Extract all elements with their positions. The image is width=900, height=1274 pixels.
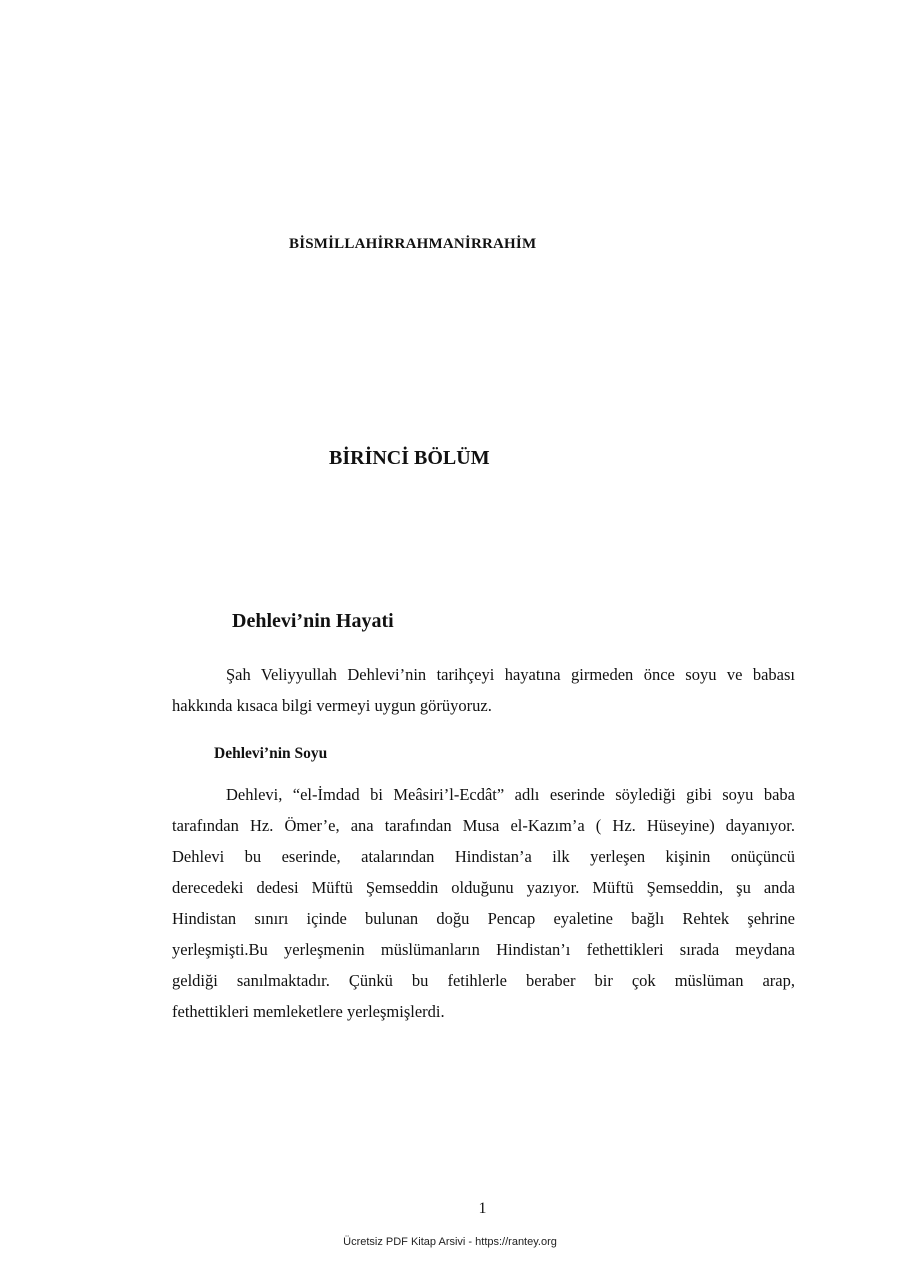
body-line: tarafından Hz. Ömer’e, ana tarafından Musa el-Kazım’a ( Hz. Hüseyine) dayanıyor. <box>172 816 795 835</box>
body-line: derecedeki dedesi Müftü Şemseddin olduğunu yazıyor. Müftü Şemseddin, şu anda <box>172 878 795 897</box>
body-line: Hindistan sınırı içinde bulunan doğu Pencap eyaletine bağlı Rehtek şehrine <box>172 909 795 928</box>
subsection-title: Dehlevi’nin Soyu <box>214 745 328 762</box>
section-title: Dehlevi’nin Hayati <box>232 610 394 632</box>
intro-line: hakkında kısaca bilgi vermeyi uygun görüyoruz. <box>172 696 492 715</box>
body-paragraph <box>172 779 795 1027</box>
body-line: yerleşmişti.Bu yerleşmenin müslümanların Hindistan’ı fethettikleri sırada meydana <box>172 940 795 959</box>
page-number: 1 <box>478 1200 487 1217</box>
chapter-title: BİRİNCİ BÖLÜM <box>329 447 490 469</box>
body-line: geldiği sanılmaktadır. Çünkü bu fetihlerle beraber bir çok müslüman arap, <box>172 971 795 990</box>
intro-line: Şah Veliyyullah Dehlevi’nin tarihçeyi hayatına girmeden önce soyu ve babası <box>226 665 795 684</box>
body-line: Dehlevi, “el-İmdad bi Meâsiri’l-Ecdât” adlı eserinde söylediği gibi soyu baba <box>226 785 795 804</box>
basmala-heading: BİSMİLLAHİRRAHMANİRRAHİM <box>289 236 537 252</box>
body-line: fethettikleri memleketlere yerleşmişlerdi. <box>172 1002 445 1021</box>
footer-watermark: Ücretsiz PDF Kitap Arsivi - https://rantey.org <box>343 1236 557 1248</box>
body-line: Dehlevi bu eserinde, atalarından Hindistan’a ilk yerleşen kişinin onüçüncü <box>172 847 795 866</box>
intro-paragraph <box>172 659 795 721</box>
